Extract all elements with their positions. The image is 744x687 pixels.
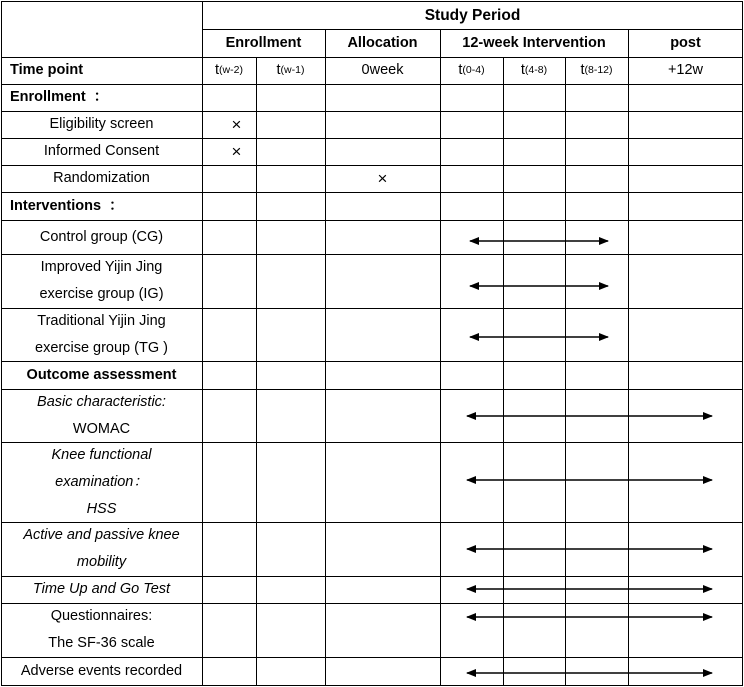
- row-questionnaires: Questionnaires: The SF-36 scale: [48, 608, 155, 651]
- section-interventions: Interventions ：: [10, 197, 124, 214]
- timepoint-0week: 0week: [361, 62, 404, 78]
- allocation-header: Allocation: [347, 34, 418, 51]
- post-header: post: [670, 34, 701, 51]
- timepoint-0-4: t (0-4): [458, 62, 485, 78]
- study-period-header: Study Period: [424, 6, 521, 24]
- time-point-label: Time point: [10, 62, 84, 78]
- cross-randomization: ×: [377, 169, 388, 188]
- row-informed-consent: Informed Consent: [43, 143, 160, 159]
- enrollment-header: Enrollment: [225, 34, 302, 51]
- row-knee-mobility: Active and passive knee mobility: [23, 527, 180, 570]
- row-adverse-events: Adverse events recorded: [20, 663, 183, 679]
- cross-consent: ×: [231, 142, 242, 161]
- timepoint-w-1: t (w-1): [276, 62, 305, 78]
- timepoint-4-8: t (4-8): [520, 62, 548, 78]
- timepoint-w-2: t (w-2): [215, 62, 243, 78]
- row-eligibility-screen: Eligibility screen: [49, 116, 154, 132]
- row-time-up-and-go: Time Up and Go Test: [32, 581, 171, 597]
- row-knee-functional: Knee functional examination： HSS: [51, 446, 152, 517]
- row-improved-yijin-jing: Improved Yijin Jing exercise group (IG): [39, 259, 164, 302]
- row-basic-characteristic: Basic characteristic: WOMAC: [37, 393, 166, 437]
- timepoint-plus-12w: +12w: [667, 62, 704, 78]
- cross-eligibility: ×: [231, 115, 242, 134]
- row-traditional-yijin-jing: Traditional Yijin Jing exercise group (TG ): [35, 312, 168, 356]
- row-control-group: Control group (CG): [39, 228, 164, 245]
- section-enrollment: Enrollment ：: [10, 89, 109, 105]
- row-randomization: Randomization: [53, 170, 150, 186]
- timepoint-8-12: t (8-12): [580, 62, 613, 78]
- intervention-header: 12-week Intervention: [462, 34, 606, 51]
- section-outcome-assessment: Outcome assessment: [26, 366, 177, 383]
